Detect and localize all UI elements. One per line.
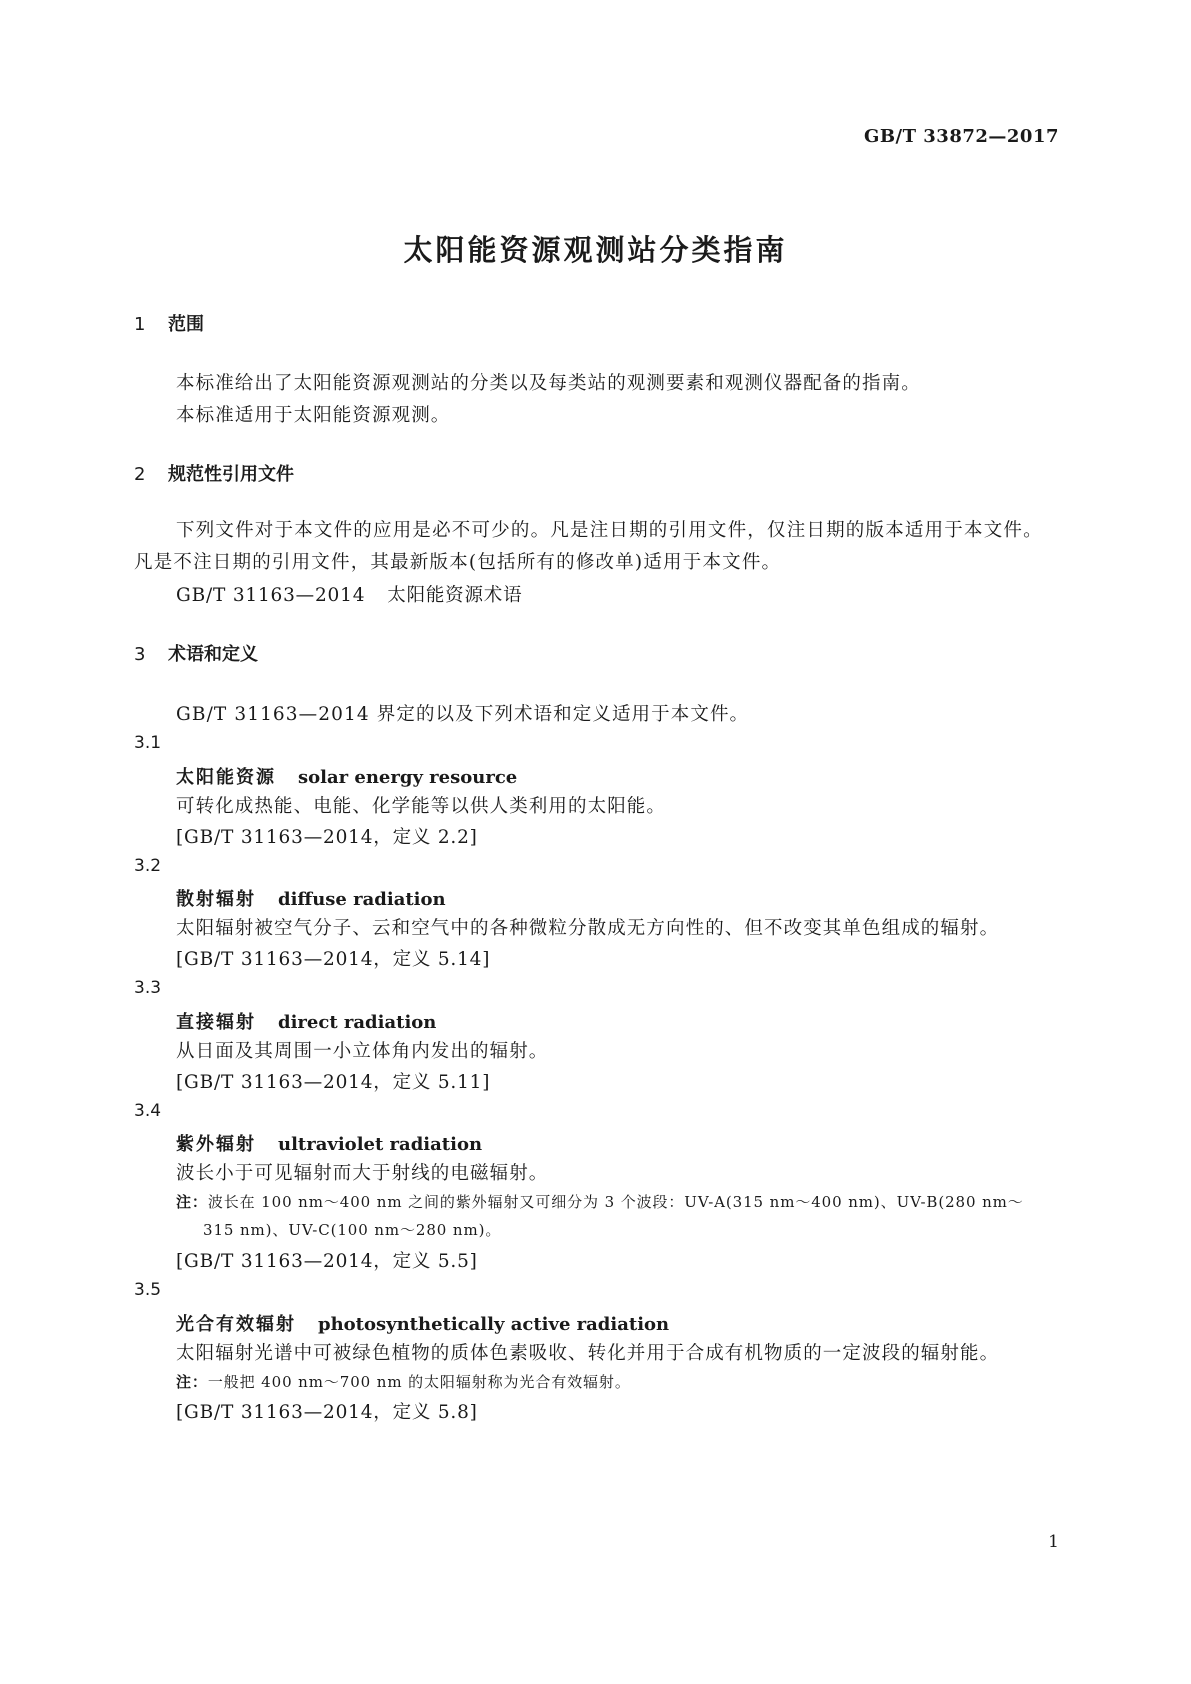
term-en: solar energy resource	[298, 767, 518, 788]
term-source: [GB/T 31163—2014，定义 5.5]	[176, 1251, 478, 1272]
term-heading	[176, 885, 446, 911]
standard-code: GB/T 33872—2017	[863, 126, 1059, 147]
term-note	[176, 1368, 1058, 1396]
section-3-heading	[134, 640, 258, 666]
term-zh: 太阳能资源	[176, 767, 276, 788]
term-source: [GB/T 31163—2014，定义 5.8]	[176, 1402, 478, 1423]
scope-paragraph-2: 本标准适用于太阳能资源观测。	[176, 405, 451, 426]
normative-reference	[176, 581, 522, 607]
section-number: 1	[134, 314, 146, 335]
term-zh: 散射辐射	[176, 889, 256, 910]
section-number: 3	[134, 644, 146, 665]
refs-paragraph: 下列文件对于本文件的应用是必不可少的。凡是注日期的引用文件，仅注日期的版本适用于本文件。凡是不注日期的引用文件，其最新版本(包括所有的修改单)适用于本文件。	[134, 520, 1043, 573]
section-title: 范围	[168, 314, 204, 335]
term-heading	[176, 763, 517, 789]
term-zh: 光合有效辐射	[176, 1314, 296, 1335]
term-number: 3.4	[134, 1101, 162, 1121]
note-label: 注：	[176, 1373, 208, 1391]
term-number: 3.3	[134, 978, 162, 998]
term-en: ultraviolet radiation	[278, 1134, 483, 1155]
term-definition: 太阳辐射光谱中可被绿色植物的质体色素吸收、转化并用于合成有机物质的一定波段的辐射能。	[176, 1343, 1000, 1364]
term-zh: 直接辐射	[176, 1012, 256, 1033]
term-number: 3.5	[134, 1280, 162, 1300]
term-definition: 太阳辐射被空气分子、云和空气中的各种微粒分散成无方向性的、但不改变其单色组成的辐射。	[176, 918, 1000, 939]
section-2-heading	[134, 460, 294, 486]
note-label: 注：	[176, 1193, 208, 1211]
term-heading	[176, 1008, 436, 1034]
term-en: direct radiation	[278, 1012, 437, 1033]
reference-title: 太阳能资源术语	[387, 585, 523, 606]
reference-code: GB/T 31163—2014	[176, 585, 366, 606]
term-zh: 紫外辐射	[176, 1134, 256, 1155]
section-1-heading	[134, 310, 204, 336]
scope-paragraph-1: 本标准给出了太阳能资源观测站的分类以及每类站的观测要素和观测仪器配备的指南。	[176, 373, 921, 394]
term-heading	[176, 1130, 482, 1156]
term-source: [GB/T 31163—2014，定义 2.2]	[176, 827, 478, 848]
term-heading	[176, 1310, 669, 1336]
term-number: 3.1	[134, 733, 162, 753]
term-definition: 从日面及其周围一小立体角内发出的辐射。	[176, 1041, 549, 1062]
term-definition: 波长小于可见辐射而大于射线的电磁辐射。	[176, 1163, 549, 1184]
section-number: 2	[134, 464, 146, 485]
term-definition: 可转化成热能、电能、化学能等以供人类利用的太阳能。	[176, 796, 667, 817]
term-source: [GB/T 31163—2014，定义 5.14]	[176, 949, 491, 970]
page-number: 1	[1048, 1532, 1059, 1552]
term-note	[176, 1188, 1058, 1244]
term-en: photosynthetically active radiation	[318, 1314, 670, 1335]
term-number: 3.2	[134, 856, 162, 876]
terms-intro: GB/T 31163—2014 界定的以及下列术语和定义适用于本文件。	[176, 704, 750, 725]
term-source: [GB/T 31163—2014，定义 5.11]	[176, 1072, 491, 1093]
note-text: 一般把 400 nm～700 nm 的太阳辐射称为光合有效辐射。	[207, 1373, 631, 1391]
term-en: diffuse radiation	[278, 889, 446, 910]
section-title: 术语和定义	[168, 644, 258, 665]
section-title: 规范性引用文件	[168, 464, 294, 485]
document-title: 太阳能资源观测站分类指南	[403, 233, 788, 267]
note-text-continued: 315 nm)、UV-C(100 nm～280 nm)。	[203, 1221, 502, 1239]
note-text: 波长在 100 nm～400 nm 之间的紫外辐射又可细分为 3 个波段：UV-A(315 nm～400 nm)、UV-B(280 nm～	[207, 1193, 1024, 1211]
